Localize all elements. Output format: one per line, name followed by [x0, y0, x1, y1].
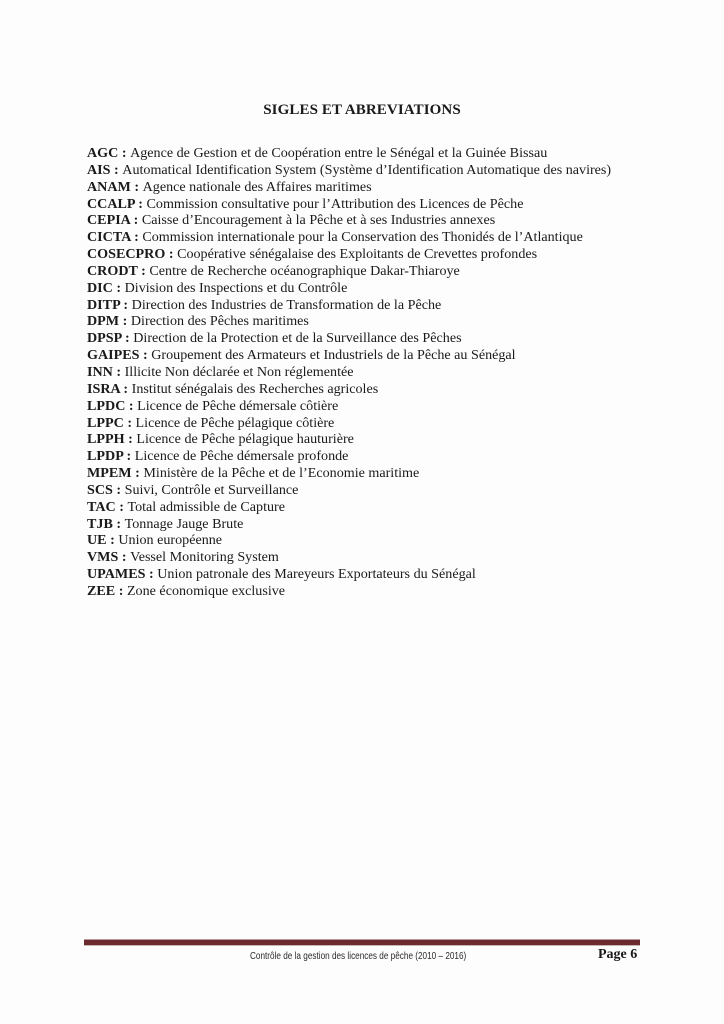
abbreviation-item: [87, 229, 611, 246]
abbreviation-term: TAC: [87, 498, 116, 515]
abbreviation-term: DPM: [87, 313, 120, 330]
abbreviation-definition: Direction des Industries de Transformation de la Pêche: [131, 296, 442, 313]
abbreviation-separator: :: [112, 363, 125, 380]
abbreviation-definition: Tonnage Jauge Brute: [124, 515, 244, 532]
abbreviation-separator: :: [124, 431, 137, 448]
abbreviation-definition: Licence de Pêche pélagique hauturière: [136, 431, 354, 448]
abbreviation-item: [87, 347, 611, 364]
abbreviation-separator: :: [134, 195, 147, 212]
abbreviation-term: VMS: [87, 549, 119, 566]
abbreviation-definition: Vessel Monitoring System: [130, 549, 279, 566]
abbreviation-item: [87, 499, 611, 516]
abbreviation-term: LPPH: [87, 431, 125, 448]
abbreviation-term: DITP: [87, 296, 120, 313]
abbreviation-separator: :: [115, 582, 127, 599]
abbreviation-definition: Commission consultative pour l’Attribution des Licences de Pêche: [146, 195, 524, 212]
abbreviation-term: CRODT: [87, 262, 138, 279]
abbreviation-definition: Caisse d’Encouragement à la Pêche et à ses Industries annexes: [141, 212, 496, 229]
abbreviation-term: AIS: [87, 161, 111, 178]
abbreviation-definition: Division des Inspections et du Contrôle: [124, 279, 348, 296]
abbreviation-term: UE: [87, 532, 107, 549]
abbreviation-list: [87, 145, 611, 600]
abbreviation-item: [87, 246, 611, 263]
page-title: SIGLES ET ABREVIATIONS: [263, 102, 461, 119]
abbreviation-separator: :: [112, 279, 125, 296]
abbreviation-item: [87, 280, 611, 297]
abbreviation-term: CICTA: [87, 229, 131, 246]
abbreviation-term: TJB: [87, 515, 113, 532]
abbreviation-item: [87, 381, 611, 398]
abbreviation-item: [87, 516, 611, 533]
abbreviation-definition: Illicite Non déclarée et Non réglementée: [124, 363, 354, 380]
abbreviation-item: [87, 415, 611, 432]
abbreviation-separator: :: [110, 161, 123, 178]
abbreviation-definition: Licence de Pêche démersale côtière: [137, 397, 339, 414]
abbreviation-separator: :: [119, 313, 131, 330]
abbreviation-item: [87, 566, 611, 583]
abbreviation-term: CCALP: [87, 195, 135, 212]
abbreviation-term: DIC: [87, 279, 113, 296]
abbreviation-definition: Centre de Recherche océanographique Dakar-Thiaroye: [149, 262, 460, 279]
footer-divider: [84, 939, 640, 946]
abbreviation-term: INN: [87, 363, 113, 380]
abbreviation-separator: :: [131, 465, 144, 482]
abbreviation-separator: :: [130, 178, 143, 195]
abbreviation-item: [87, 448, 611, 465]
abbreviation-definition: Zone économique exclusive: [126, 582, 286, 599]
footer-document-title: Contrôle de la gestion des licences de pêche (2010 – 2016): [250, 950, 467, 962]
abbreviation-item: [87, 583, 611, 600]
abbreviation-separator: :: [130, 212, 142, 229]
abbreviation-term: AGC: [87, 145, 119, 161]
abbreviation-term: CEPIA: [87, 212, 131, 229]
abbreviation-separator: :: [119, 296, 132, 313]
abbreviation-separator: :: [119, 380, 132, 397]
abbreviation-item: [87, 549, 611, 566]
abbreviation-item: [87, 532, 611, 549]
abbreviation-separator: :: [125, 397, 138, 414]
abbreviation-item: [87, 398, 611, 415]
abbreviation-term: GAIPES: [87, 347, 140, 364]
abbreviation-definition: Total admissible de Capture: [127, 498, 285, 515]
abbreviation-term: SCS: [87, 481, 113, 498]
abbreviation-definition: Automatical Identification System (Système d’Identification Automatique des navires): [122, 161, 612, 178]
abbreviation-definition: Institut sénégalais des Recherches agricoles: [131, 380, 379, 397]
abbreviation-term: MPEM: [87, 465, 132, 482]
abbreviation-item: [87, 212, 611, 229]
abbreviation-definition: Direction de la Protection et de la Surveillance des Pêches: [133, 330, 462, 347]
abbreviation-item: [87, 297, 611, 314]
abbreviation-item: [87, 313, 611, 330]
abbreviation-item: [87, 179, 611, 196]
abbreviation-definition: Agence de Gestion et de Coopération entre le Sénégal et la Guinée Bissau: [130, 145, 548, 161]
abbreviation-item: [87, 162, 611, 179]
abbreviation-separator: :: [130, 229, 143, 246]
abbreviation-term: LPDP: [87, 448, 124, 465]
abbreviation-definition: Groupement des Armateurs et Industriels de la Pêche au Sénégal: [151, 347, 516, 364]
abbreviation-item: [87, 364, 611, 381]
abbreviation-item: [87, 196, 611, 213]
abbreviation-term: ANAM: [87, 178, 131, 195]
abbreviation-separator: :: [121, 330, 134, 347]
abbreviation-item: [87, 431, 611, 448]
abbreviation-separator: :: [139, 347, 152, 364]
abbreviation-definition: Suivi, Contrôle et Surveillance: [124, 481, 299, 498]
abbreviation-definition: Coopérative sénégalaise des Exploitants de Crevettes profondes: [177, 246, 538, 263]
page-number: Page 6: [598, 947, 638, 962]
abbreviation-definition: Direction des Pêches maritimes: [130, 313, 309, 330]
abbreviation-separator: :: [118, 145, 131, 161]
abbreviation-definition: Licence de Pêche démersale profonde: [134, 448, 349, 465]
abbreviation-definition: Ministère de la Pêche et de l’Economie maritime: [143, 465, 420, 482]
abbreviation-item: [87, 263, 611, 280]
abbreviation-definition: Union européenne: [118, 532, 223, 549]
abbreviation-term: COSECPRO: [87, 246, 166, 263]
abbreviation-term: DPSP: [87, 330, 122, 347]
abbreviation-separator: :: [115, 498, 128, 515]
abbreviation-definition: Union patronale des Mareyeurs Exportateurs du Sénégal: [157, 566, 476, 583]
abbreviation-separator: :: [112, 515, 125, 532]
abbreviation-separator: :: [106, 532, 119, 549]
abbreviation-item: [87, 145, 611, 162]
abbreviation-item: [87, 330, 611, 347]
abbreviation-separator: :: [165, 246, 178, 263]
abbreviation-definition: Agence nationale des Affaires maritimes: [142, 178, 372, 195]
abbreviation-term: LPDC: [87, 397, 126, 414]
abbreviation-item: [87, 482, 611, 499]
abbreviation-definition: Commission internationale pour la Conservation des Thonidés de l’Atlantique: [142, 229, 583, 246]
abbreviation-separator: :: [118, 549, 131, 566]
abbreviation-separator: :: [137, 262, 150, 279]
abbreviation-term: LPPC: [87, 414, 124, 431]
abbreviation-item: [87, 465, 611, 482]
abbreviation-definition: Licence de Pêche pélagique côtière: [135, 414, 335, 431]
abbreviation-separator: :: [123, 448, 135, 465]
abbreviation-term: ZEE: [87, 582, 116, 599]
abbreviation-separator: :: [112, 481, 125, 498]
abbreviation-separator: :: [145, 566, 158, 583]
abbreviation-term: ISRA: [87, 380, 120, 397]
abbreviation-term: UPAMES: [87, 566, 146, 583]
abbreviation-separator: :: [123, 414, 136, 431]
